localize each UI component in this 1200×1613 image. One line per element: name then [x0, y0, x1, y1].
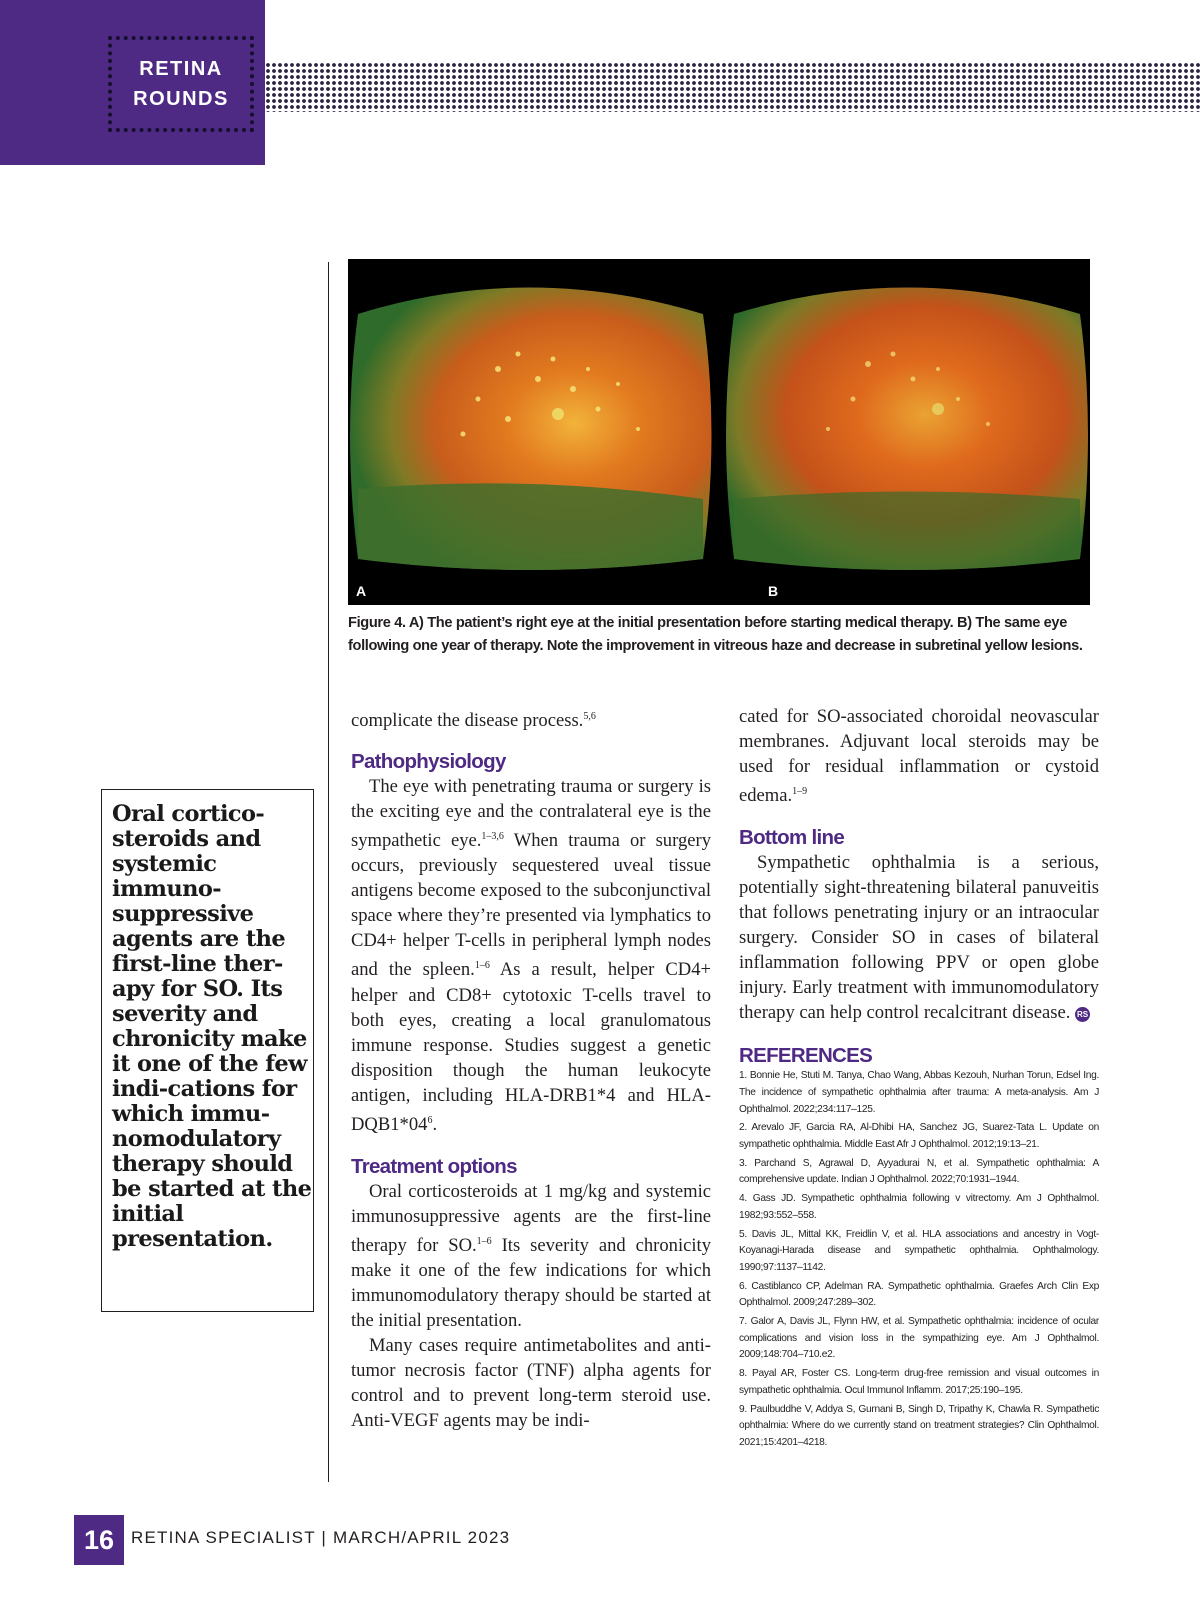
continued-text: cated for SO-associated choroidal neovascular membranes. Adjuvant local steroids may be used for residual inflammation or cystoid edema. — [739, 706, 1099, 807]
fundus-figure — [348, 259, 1090, 605]
reference-item: 4. Gass JD. Sympathetic ophthalmia following v vitrectomy. Am J Ophthalmol. 1982;93:552–558. — [739, 1193, 1099, 1221]
footer-separator: | — [321, 1528, 328, 1547]
citation: 1–9 — [792, 786, 808, 797]
reference-item: 9. Paulbuddhe V, Addya S, Gurnani B, Singh D, Tripathy K, Chawla R. Sympathetic ophthalmia: Where do we currently stand on treatment strategies? Clin Ophthalmol. 2021;15:4201–4218. — [739, 1403, 1099, 1448]
pathophysiology-text-3: As a result, helper CD4+ helper and CD8+ cytotoxic T-cells travel to both eyes, creating a local granulomatous immune response. Studies suggest a genetic disposition though the human leukocyte antigen, including HLA-DRB1*4 and HLA-DQB1*04 — [351, 959, 711, 1135]
dotted-banner — [265, 62, 1200, 112]
bottom-line-heading: Bottom line — [739, 826, 845, 850]
reference-item: 1. Bonnie He, Stuti M. Tanya, Chao Wang, Abbas Kezouh, Nurhan Torun, Edsel Ing. The incidence of sympathetic ophthalmia after trauma: A meta-analysis. Am J Ophthalmol. 2022;234:117–125. — [739, 1070, 1099, 1115]
rs-logo-icon: RS — [1075, 1007, 1090, 1022]
citation: 6 — [427, 1114, 433, 1126]
section-title-line2: ROUNDS — [133, 88, 229, 110]
intro-paragraph — [351, 704, 711, 733]
citation: 1–3,6 — [481, 831, 504, 843]
page-number: 16 — [74, 1515, 124, 1565]
treatment-paragraph-1 — [351, 1179, 711, 1333]
pull-quote-text: Oral cortico-steroids and systemic immuno-suppressive agents are the first-line ther-apy for SO. Its severity and chronicity make it one of the few indi-cations for which immu-nomodulatory therapy should be started at the initial presentation. — [112, 801, 312, 1252]
section-title-line1: RETINA — [139, 58, 223, 80]
pathophysiology-text-2: When trauma or surgery occurs, previously sequestered uveal tissue antigens become exposed to the subconjunctival space where they’re presented via lymphatics to CD4+ helper T-cells in peripheral lymph nodes and the spleen. — [351, 830, 711, 981]
running-footer — [131, 1528, 510, 1548]
bottom-line-paragraph — [739, 850, 1099, 1025]
intro-text: complicate the disease process. — [351, 710, 584, 732]
pathophysiology-text-4: . — [432, 1113, 438, 1135]
figure-label-b: B — [768, 583, 779, 599]
reference-item: 3. Parchand S, Agrawal D, Ayyadurai N, et al. Sympathetic ophthalmia: A comprehensive update. Indian J Ophthalmol. 2022;70:1931–1944. — [739, 1157, 1099, 1186]
treatment-text-1: Oral corticosteroids at 1 mg/kg and systemic immunosuppressive agents are the first-line therapy for SO. — [351, 1180, 711, 1256]
reference-item: 6. Castiblanco CP, Adelman RA. Sympathetic ophthalmia. Graefes Arch Clin Exp Ophthalmol. 2009;247:289–302. — [739, 1280, 1099, 1309]
treatment-text-2: Its severity and chronicity make it one of the few indications for which immunomodulatory therapy should be started at the initial presentation. — [351, 1234, 711, 1331]
reference-item: 2. Arevalo JF, Garcia RA, Al-Dhibi HA, Sanchez JG, Suarez-Tata L. Update on sympathetic ophthalmia. Middle East Afr J Ophthalmol. 2012;19:13–21. — [739, 1122, 1099, 1150]
publication-name: RETINA SPECIALIST — [131, 1528, 316, 1547]
pull-quote-box — [101, 789, 314, 1312]
pathophysiology-text-1: The eye with penetrating trauma or surgery is the exciting eye and the contralateral eye is the sympathetic eye. — [351, 776, 711, 852]
citation: 1–6 — [474, 960, 490, 972]
figure-caption: Figure 4. A) The patient’s right eye at the initial presentation before starting medical therapy. B) The same eye following one year of therapy. Note the improvement in vitreous haze and decrease in subretinal yellow lesions. — [348, 615, 1083, 654]
bottom-line-text: Sympathetic ophthalmia is a serious, potentially sight-threatening bilateral panuveitis that follows penetrating injury or an intraocular surgery. Consider SO in cases of bilateral inflammation following PPV or open globe injury. Early treatment with immunomodulatory therapy can help control recalcitrant disease. — [739, 852, 1099, 1024]
right-column — [739, 704, 1099, 1454]
references-heading: REFERENCES — [739, 1044, 873, 1068]
treatment-paragraph-2: Many cases require antimetabolites and anti-tumor necrosis factor (TNF) alpha agents for control and to prevent long-term steroid use. Anti-VEGF agents may be indi- — [351, 1334, 711, 1431]
citation: 5,6 — [583, 711, 596, 722]
section-tab-frame — [108, 36, 254, 132]
pathophysiology-heading: Pathophysiology — [351, 750, 506, 774]
treatment-heading: Treatment options — [351, 1154, 517, 1178]
issue-date: MARCH/APRIL 2023 — [332, 1528, 511, 1547]
column-rule — [328, 262, 329, 1482]
citation: 1–6 — [476, 1235, 492, 1247]
reference-item: 8. Payal AR, Foster CS. Long-term drug-free remission and visual outcomes in sympathetic ophthalmia. Ocul Immunol Inflamm. 2017;25:190–195. — [739, 1368, 1099, 1396]
continued-paragraph — [739, 704, 1099, 808]
figure-label-a: A — [356, 583, 367, 599]
pathophysiology-paragraph — [351, 774, 711, 1137]
reference-item: 5. Davis JL, Mittal KK, Freidlin V, et al. HLA associations and ancestry in Vogt-Koyanagi-Harada disease and sympathetic ophthalmia. Ophthalmology. 1990;97:1137–1142. — [739, 1228, 1099, 1273]
section-tab — [0, 0, 265, 165]
fundus-photographs — [348, 259, 1090, 605]
left-column — [351, 704, 711, 1433]
reference-item: 7. Galor A, Davis JL, Flynn HW, et al. Sympathetic ophthalmia: incidence of ocular complications and vision loss in the sympathizing eye. Am J Ophthalmol. 2009;148:704–710.e2. — [739, 1316, 1099, 1361]
references-list — [739, 1068, 1099, 1451]
